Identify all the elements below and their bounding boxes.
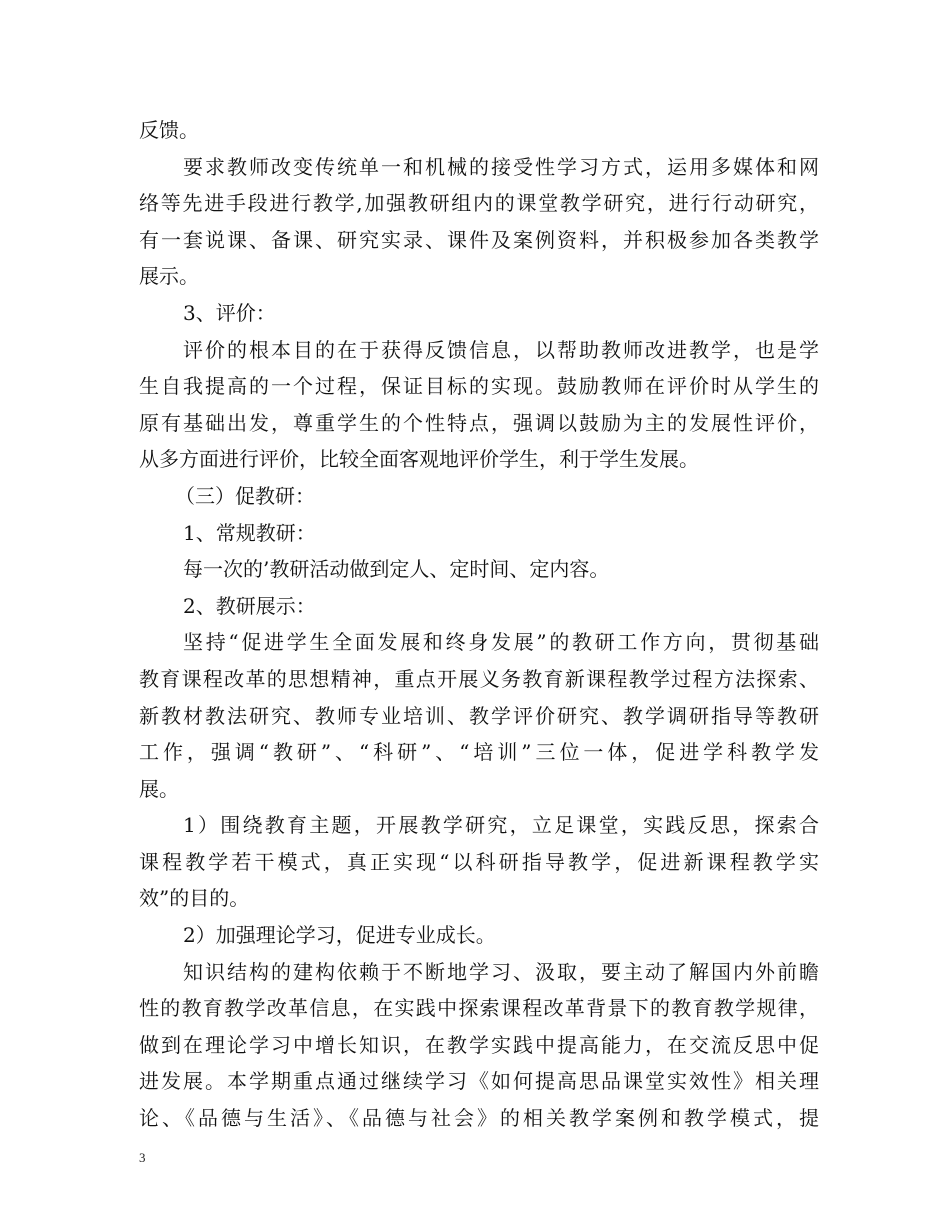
text-line: 展示。	[139, 264, 199, 289]
section-heading: （三）促教研：	[175, 483, 315, 508]
text-line: 从多方面进行评价，比较全面客观地评价学生，利于学生发展。	[139, 447, 699, 472]
text-line: 有一套说课、备课、研究实录、课件及案例资料，并积极参加各类教学	[139, 227, 819, 252]
text-line: 展。	[139, 776, 179, 801]
text-line: 性的教育教学改革信息，在实践中探索课程改革背景下的教育教学规律，	[139, 996, 819, 1021]
text-line: 生自我提高的一个过程，保证目标的实现。鼓励教师在评价时从学生的	[139, 374, 819, 399]
text-line: 进发展。本学期重点通过继续学习《如何提高思品课堂实效性》相关理	[139, 1069, 819, 1094]
text-line: 评价的根本目的在于获得反馈信息，以帮助教师改进教学，也是学	[183, 337, 819, 362]
text-line: 教育课程改革的思想精神，重点开展义务教育新课程教学过程方法探索、	[139, 666, 819, 691]
text-line: 坚持“促进学生全面发展和终身发展”的教研工作方向，贯彻基础	[183, 630, 819, 655]
text-line: 效”的目的。	[139, 886, 250, 911]
text-line: 课程教学若干模式，真正实现“以科研指导教学，促进新课程教学实	[139, 849, 819, 874]
text-line: 原有基础出发，尊重学生的个性特点，强调以鼓励为主的发展性评价，	[139, 410, 819, 435]
text-line: 络等先进手段进行教学,加强教研组内的课堂教学研究，进行行动研究，	[139, 191, 819, 216]
section-heading: 3、评价：	[183, 300, 276, 325]
body-text	[139, 112, 819, 1137]
text-line: 论、《品德与生活》、《品德与社会》的相关教学案例和教学模式，提	[139, 1106, 819, 1131]
text-line: 反馈。	[139, 118, 199, 142]
page-number: 3	[139, 1150, 146, 1165]
text-line: 1）围绕教育主题，开展教学研究，立足课堂，实践反思，探索合	[183, 813, 819, 838]
text-line: 工作，强调“教研”、“科研”、“培训”三位一体，促进学科教学发	[139, 740, 819, 765]
text-line: 要求教师改变传统单一和机械的接受性学习方式，运用多媒体和网	[183, 154, 819, 179]
text-line: 做到在理论学习中增长知识，在教学实践中提高能力，在交流反思中促	[139, 1032, 819, 1057]
section-heading: 2、教研展示：	[183, 593, 316, 618]
section-heading: 1、常规教研：	[183, 520, 316, 545]
text-line: 2）加强理论学习，促进专业成长。	[183, 923, 496, 948]
text-line: 每一次的’教研活动做到定人、定时间、定内容。	[183, 557, 610, 582]
text-line: 知识结构的建构依赖于不断地学习、汲取，要主动了解国内外前瞻	[183, 959, 819, 984]
text-line: 新教材教法研究、教师专业培训、教学评价研究、教学调研指导等教研	[139, 703, 819, 728]
